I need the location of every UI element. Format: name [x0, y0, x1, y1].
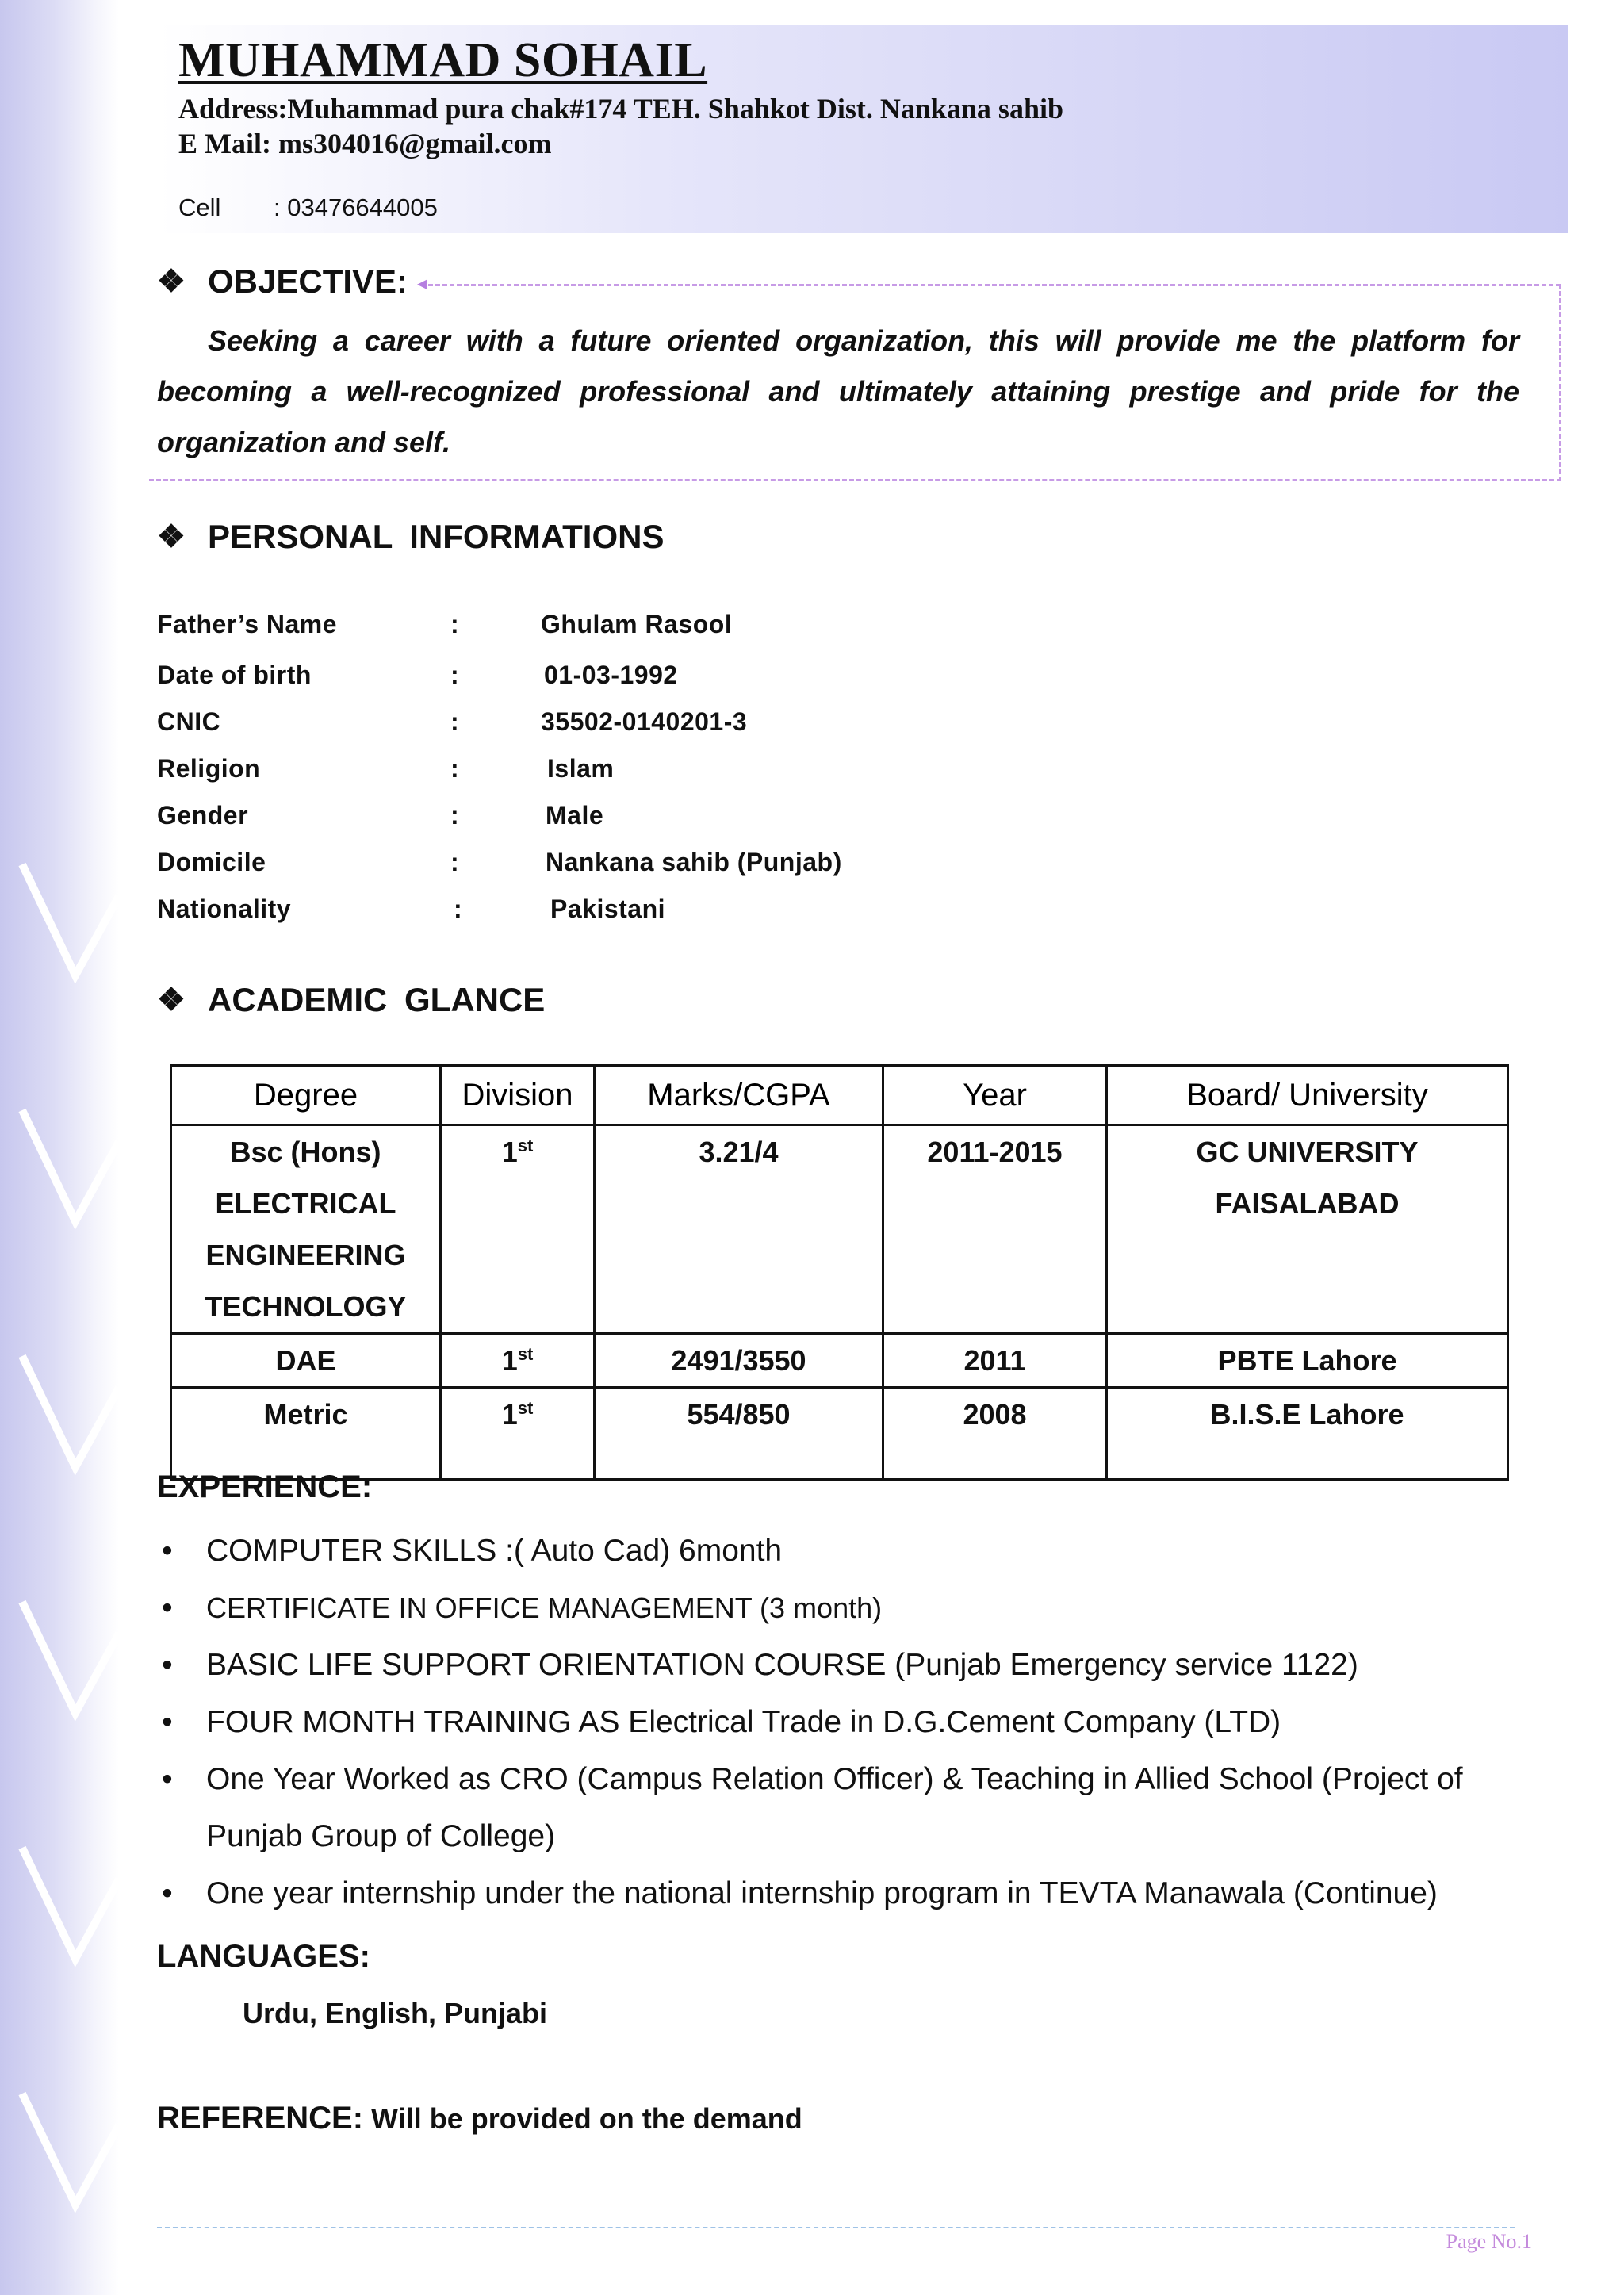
personal-sep: : — [450, 610, 460, 638]
personal-value: 35502-0140201-3 — [541, 707, 748, 736]
experience-text: CERTIFICATE IN OFFICE MANAGEMENT (3 month) — [206, 1592, 883, 1624]
personal-row-father — [157, 604, 950, 644]
column-header-board: Board/ University — [1107, 1066, 1508, 1125]
marks-cell: 554/850 — [595, 1388, 883, 1480]
year-cell: 2011-2015 — [883, 1125, 1107, 1334]
experience-text: FOUR MONTH TRAINING AS Electrical Trade in D.G.Cement Company (LTD) — [206, 1705, 1281, 1739]
list-item — [157, 1694, 1521, 1751]
personal-value: Pakistani — [550, 895, 666, 923]
diamond-bullet-icon: ❖ — [157, 264, 186, 299]
experience-text: COMPUTER SKILLS :( Auto Cad) 6month — [206, 1534, 783, 1568]
column-header-division: Division — [441, 1066, 595, 1125]
board-line: B.I.S.E Lahore — [1210, 1398, 1404, 1431]
personal-row-cnic — [157, 702, 950, 741]
academic-table — [170, 1064, 1509, 1481]
bullet-icon: • — [162, 1705, 173, 1739]
degree-line: ENGINEERING — [205, 1239, 406, 1271]
page-number: Page No.1 — [1446, 2230, 1532, 2253]
personal-heading-text: PERSONAL INFORMATIONS — [208, 518, 665, 555]
reference-line — [157, 2098, 802, 2139]
personal-sep: : — [450, 661, 460, 689]
objective-text: Seeking a career with a future oriented organization, this will provide me the platform for becoming a well-recognized professional and ultimately attaining prestige and pride for the organization and self. — [157, 324, 1519, 458]
board-line: GC UNIVERSITY — [1196, 1136, 1419, 1168]
board-cell — [1107, 1334, 1508, 1388]
bullet-icon: • — [162, 1876, 173, 1910]
candidate-name: MUHAMMAD SOHAIL — [178, 33, 708, 87]
marks-cell: 2491/3550 — [595, 1334, 883, 1388]
experience-heading: EXPERIENCE: — [157, 1469, 373, 1504]
personal-label: CNIC — [157, 707, 221, 736]
bullet-icon: • — [162, 1648, 173, 1682]
personal-row-gender — [157, 795, 950, 835]
personal-label: Father’s Name — [157, 610, 338, 638]
board-cell — [1107, 1125, 1508, 1334]
bullet-icon: • — [162, 1591, 173, 1625]
cell-line — [178, 192, 438, 224]
footer-divider — [157, 2227, 1515, 2228]
reference-label: REFERENCE: — [157, 2101, 364, 2136]
degree-cell — [171, 1388, 441, 1480]
board-cell — [1107, 1388, 1508, 1480]
address-line: Address:Muhammad pura chak#174 TEH. Shahkot Dist. Nankana sahib — [178, 93, 1063, 125]
personal-label: Religion — [157, 754, 261, 783]
objective-heading — [157, 262, 408, 301]
personal-value: Male — [546, 801, 604, 829]
division-cell — [441, 1334, 595, 1388]
diamond-bullet-icon: ❖ — [157, 519, 186, 554]
degree-line: DAE — [275, 1344, 336, 1377]
personal-row-domicile — [157, 842, 950, 882]
division-suffix: st — [517, 1344, 534, 1364]
table-row — [171, 1334, 1508, 1388]
division-value: 1 — [501, 1398, 518, 1431]
experience-text: BASIC LIFE SUPPORT ORIENTATION COURSE (Punjab Emergency service 1122) — [206, 1648, 1358, 1682]
diamond-bullet-icon: ❖ — [157, 983, 186, 1017]
personal-row-religion — [157, 749, 950, 788]
personal-value: 01-03-1992 — [544, 661, 678, 689]
table-header-row — [171, 1066, 1508, 1125]
bullet-icon: • — [162, 1534, 173, 1568]
personal-row-nationality — [157, 889, 950, 929]
personal-value: Ghulam Rasool — [541, 610, 733, 638]
arrow-left-icon: ◂ — [417, 273, 427, 294]
contact-block — [178, 91, 1063, 161]
division-cell — [441, 1125, 595, 1334]
marks-cell: 3.21/4 — [595, 1125, 883, 1334]
list-item — [157, 1580, 1521, 1637]
personal-label: Date of birth — [157, 661, 312, 689]
division-suffix: st — [517, 1398, 534, 1418]
list-item — [157, 1523, 1521, 1580]
personal-label: Domicile — [157, 848, 266, 876]
personal-row-dob — [157, 655, 950, 695]
email-line: E Mail: ms304016@gmail.com — [178, 128, 552, 159]
cell-value: : 03476644005 — [274, 193, 438, 221]
personal-sep: : — [450, 801, 460, 829]
list-item — [157, 1751, 1521, 1865]
objective-frame-top — [428, 284, 1561, 286]
column-header-degree: Degree — [171, 1066, 441, 1125]
list-item — [157, 1865, 1521, 1922]
year-cell: 2008 — [883, 1388, 1107, 1480]
experience-list — [157, 1523, 1521, 1922]
list-item — [157, 1637, 1521, 1694]
degree-cell — [171, 1334, 441, 1388]
degree-line: Bsc (Hons) — [230, 1136, 381, 1168]
academic-heading-text: ACADEMIC GLANCE — [208, 981, 546, 1018]
degree-line: ELECTRICAL — [215, 1187, 396, 1220]
experience-text: One Year Worked as CRO (Campus Relation Officer) & Teaching in Allied School (Project of Punjab Group of College) — [206, 1762, 1463, 1853]
bullet-icon: • — [162, 1762, 173, 1796]
personal-label: Nationality — [157, 895, 292, 923]
personal-value: Islam — [547, 754, 615, 783]
reference-text: Will be provided on the demand — [363, 2102, 802, 2135]
chevron-pattern-icon — [0, 0, 119, 2295]
personal-label: Gender — [157, 801, 249, 829]
languages-text: Urdu, English, Punjabi — [243, 1997, 548, 2029]
division-cell — [441, 1388, 595, 1480]
personal-sep: : — [454, 895, 463, 923]
left-decorative-strip — [0, 0, 119, 2295]
academic-heading — [157, 980, 545, 1020]
division-suffix: st — [517, 1136, 534, 1155]
table-row — [171, 1388, 1508, 1480]
column-header-marks: Marks/CGPA — [595, 1066, 883, 1125]
personal-sep: : — [450, 848, 460, 876]
table-row — [171, 1125, 1508, 1334]
degree-line: Metric — [263, 1398, 348, 1431]
year-cell: 2011 — [883, 1334, 1107, 1388]
experience-text: One year internship under the national internship program in TEVTA Manawala (Continue) — [206, 1876, 1438, 1910]
personal-sep: : — [450, 707, 460, 736]
personal-value: Nankana sahib (Punjab) — [546, 848, 842, 876]
degree-cell — [171, 1125, 441, 1334]
column-header-year: Year — [883, 1066, 1107, 1125]
cell-label: Cell — [178, 193, 221, 221]
division-value: 1 — [501, 1344, 518, 1377]
board-line: FAISALABAD — [1215, 1187, 1400, 1220]
degree-line: TECHNOLOGY — [205, 1290, 407, 1323]
personal-sep: : — [450, 754, 460, 783]
languages-heading: LANGUAGES: — [157, 1939, 370, 1974]
board-line: PBTE Lahore — [1217, 1344, 1397, 1377]
objective-heading-text: OBJECTIVE: — [208, 262, 408, 300]
personal-heading — [157, 517, 664, 557]
division-value: 1 — [501, 1136, 518, 1168]
